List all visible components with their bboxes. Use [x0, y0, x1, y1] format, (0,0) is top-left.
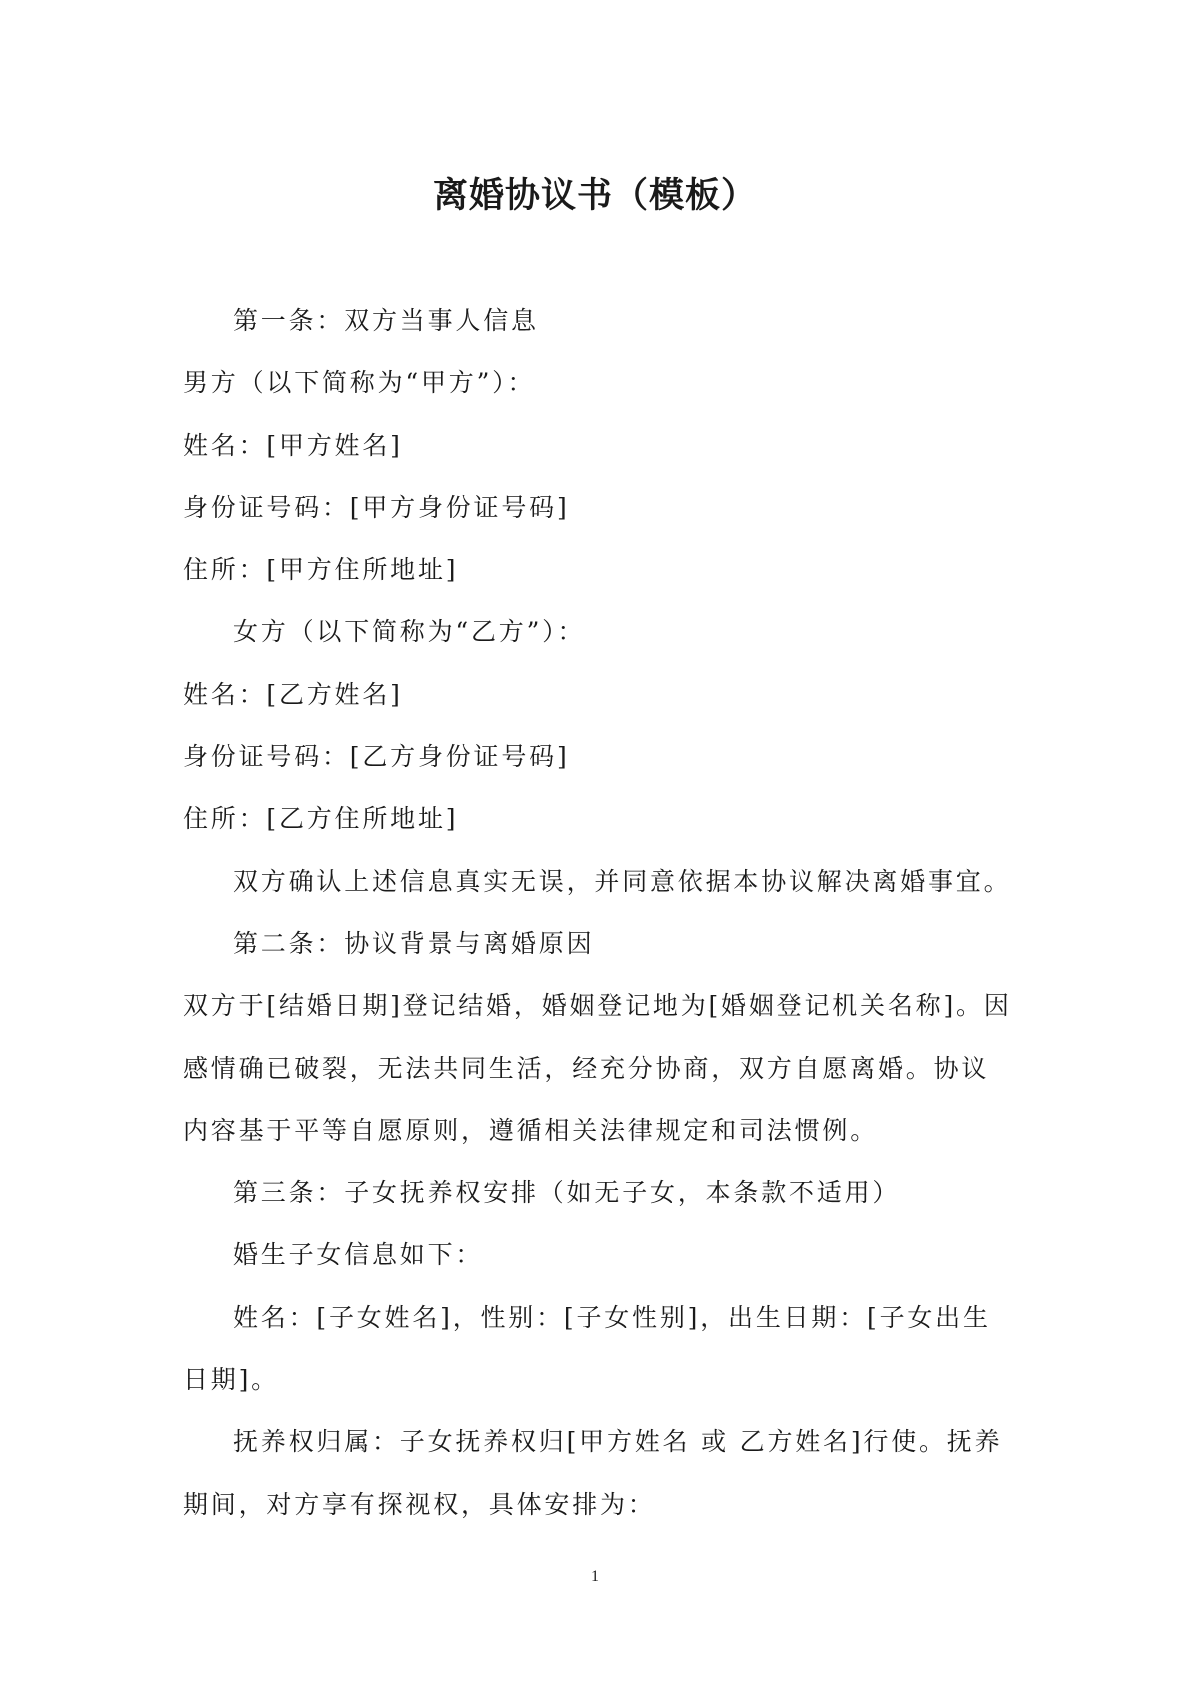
paragraph: 姓名：[甲方姓名] [183, 430, 403, 460]
paragraph: 婚生子女信息如下： [233, 1240, 484, 1270]
paragraph: 住所：[甲方住所地址] [183, 555, 459, 585]
paragraph: 住所：[乙方住所地址] [183, 804, 459, 834]
paragraph: 身份证号码：[甲方身份证号码] [183, 492, 570, 522]
document-title: 离婚协议书（模板） [432, 176, 757, 216]
paragraph: 双方确认上述信息真实无误，并同意依据本协议解决离婚事宜。 [233, 866, 1012, 896]
paragraph: 身份证号码：[乙方身份证号码] [183, 742, 570, 772]
paragraph: 姓名：[子女姓名]，性别：[子女性别]，出生日期：[子女出生日期]。 [183, 1302, 991, 1395]
paragraph: 第三条：子女抚养权安排（如无子女，本条款不适用） [233, 1178, 901, 1208]
paragraph: 姓名：[乙方姓名] [183, 679, 403, 709]
document-body [183, 290, 1013, 1536]
paragraph: 抚养权归属：子女抚养权归[甲方姓名 或 乙方姓名]行使。抚养期间，对方享有探视权，具体安排为： [183, 1427, 1003, 1519]
paragraph: 第一条：双方当事人信息 [233, 306, 539, 335]
paragraph: 男方（以下简称为“甲方”）： [183, 368, 536, 398]
paragraph: 双方于[结婚日期]登记结婚，婚姻登记地为[婚姻登记机关名称]。因感情确已破裂，无法共同生活，经充分协商，双方自愿离婚。协议内容基于平等自愿原则，遵循相关法律规定和司法惯例。 [183, 991, 1012, 1145]
page-number: 1 [591, 1568, 599, 1585]
paragraph: 第二条：协议背景与离婚原因 [233, 928, 595, 958]
paragraph: 女方（以下简称为“乙方”）： [233, 617, 586, 647]
